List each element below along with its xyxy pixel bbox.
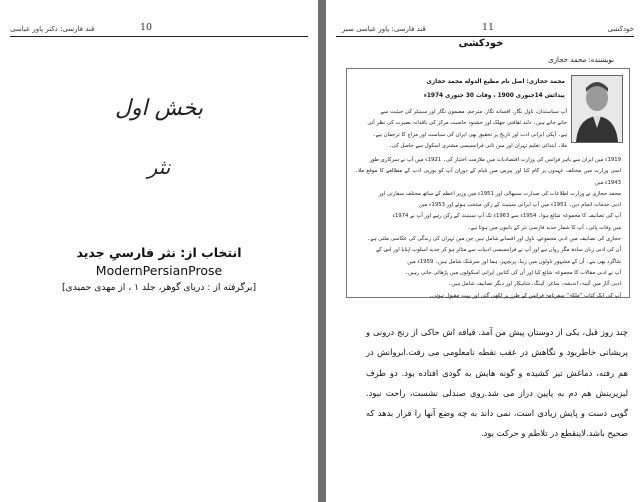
right-page: [326, 0, 644, 502]
story-body-text: چند روز قبل، یکی از دوستان پیش من آمد. قیافه اش حاکی از رنج درونی و پریشانی خاطربود و نگاهش در عقب نقطه نامعلومی می رفت.ابروانش در هم رفته، دماغش تیر کشیده و گونه هایش به گودی افتاده بود. دو طرف لبزیرینش هم دم به پایین دراز می شد.روی صندلی نشست، راحت نبود. گویی دست و پایش زیادی است، نمی داند به چه وضع آنها را قرار بدهد که صحیح باشد.لاینقطع در تلاطم و حرکت بود.: [366, 327, 628, 439]
bio-name-line: محمد حجازی: اصل نام مطیع الدوله محمد حجازی: [426, 79, 565, 85]
bio-line: 1919ء میں ایران سے باہر فرانس کی وزارت اقتصادیات میں ملازمت اختیار کی۔ 1921ء میں آپ نے سرکاری طور: [369, 157, 621, 163]
section-subtitle: نثر: [147, 155, 171, 179]
anthology-source: [برگرفته از : دریای گوهر، جلد ۱ ، از مهدی حمیدی]: [61, 282, 257, 293]
bio-top-lines: [355, 107, 567, 152]
anthology-title-persian: انتخاب از: نثر فارسیِ جدید: [76, 245, 242, 260]
bio-line: ادبی آثار میں آئینہ، اندیشہ، ساغر، آہنگ، شاہکار اور دیگر تصانیف شامل ہیں۔: [448, 281, 621, 288]
bio-line: آپ کی تصانیف کا مجموعہ شائع ہوا۔ 1954ء سے 1963ء تک آپ سینیٹ کے رکن رہے اور آپ نے 1974ء: [392, 213, 621, 220]
bio-line: ملا۔ ابتدائی تعلیم تہران اور سن ثانی فرانسیسی مشنری اسکول سے حاصل کی۔: [388, 142, 567, 149]
running-head: قند فارسی: پاور عباسی سبر: [342, 25, 426, 33]
bio-line: آپ نے ادبی مقالات کا مجموعہ شائع کیا اور اُن کی کتابیں ایرانی اسکولوں میں پڑھائی جاتی رہیں۔: [404, 269, 621, 276]
running-head: قند فارسی: دکتر پاور عباسی: [10, 25, 95, 33]
bio-line: میں وفات پائی۔ آپ کا شمار جدید فارسی نثر کے بانیوں میں ہوتا ہے۔: [467, 224, 621, 231]
bio-line: ادبی خدمات انجام دیں۔ 1951ء میں آپ ایرانی سینیٹ کے رکن منتخب ہوئے اور 1953ء میں: [418, 202, 621, 209]
bio-line: جانے جاتے ہیں۔ دلند ثقافتی جھلک اور خشنود خاصیت مرکز کی ناقدانہ بصیرت کی نظر آتی: [367, 120, 567, 127]
bio-line: حجازی کی تصانیف میں ادبی مجموعے، ناول اور افسانے شامل ہیں جن میں تہران کی زندگی کی عکاسی ملتی ہے۔: [367, 236, 621, 243]
bio-dates-line: پیدائش 14جنوری 1900 ، وفات 30 جنوری 1974ء: [423, 93, 565, 99]
portrait-image: [572, 76, 622, 142]
story-title: خودکشی: [458, 38, 504, 49]
header-rule: [336, 36, 634, 37]
bio-line: آپ سیاستدان، ناول نگار، افسانه نگار، مترجم، مضمون نگار اور سینیٹر کی حیثیت سے: [380, 109, 567, 115]
bio-line: آپ کی ایک کتاب ”ملکہ“ سفرنامہ فرانس کے طرز پر لکھی گئی اور بہت مقبول ہوئی۔: [429, 292, 621, 299]
author-portrait-photo: [571, 75, 623, 143]
chapter-label: خودکشی: [607, 25, 634, 33]
bio-line: محمد حجازی نے وزارت اطلاعات کی صدارت سنبھالی اور 1951ء میں وزیر اعظم کے ساتھ مختلف سفارتی اور: [378, 190, 621, 197]
bio-line: اُن کی ادبی زبان سادہ مگر رواں ہے اور آپ نے فرانسیسی ادبیات سے متاثر ہو کر جدید اسلوب اپنایا اور اس کے: [376, 247, 621, 254]
header-rule: [10, 36, 308, 37]
page-number: 10: [140, 22, 153, 33]
bio-line: شاگرد بھی بنے۔ اُن کے مشہور ناولوں میں زیبا، پریچہر، ہما اور سرشک شامل ہیں۔ 1959ء میں: [407, 258, 621, 265]
anthology-title-english: ModernPersianProse: [95, 263, 223, 278]
page-number: 11: [482, 22, 495, 33]
author-bio-box: [346, 68, 630, 298]
bio-line: اسی وزارت میں مختلف عہدوں پر کام کیا اور پیرس میں قیام کے دوران آپ کو یورپی ادب کے مطالعے کا موقع ملا۔ 1943ء میں: [355, 168, 621, 186]
section-title: بخش اول: [114, 96, 204, 121]
bio-full-lines: [355, 155, 621, 302]
left-page: [0, 0, 318, 502]
story-author: نویسنده: محمد حجازی: [548, 56, 614, 64]
bio-line: ہے۔ آپکی ایرانی ادب اور تاریخ پر تحقیق بھی ایران کی سیاست اور مزاج کا ترجمان ہے۔: [372, 131, 567, 138]
